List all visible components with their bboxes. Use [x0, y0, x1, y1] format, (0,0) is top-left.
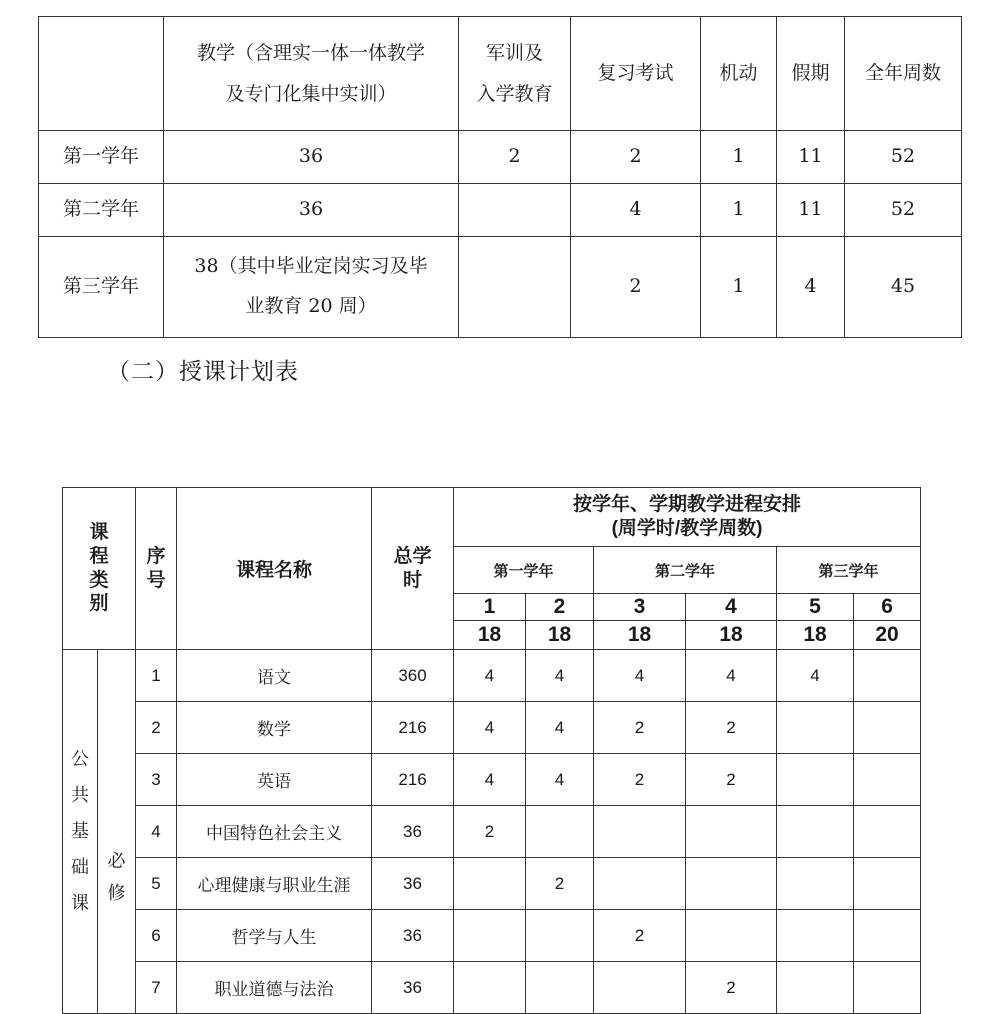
flexible-weeks: 1 — [701, 184, 777, 237]
semester-hours — [686, 910, 777, 962]
semester-hours: 4 — [454, 702, 526, 754]
section-title: （二）授课计划表 — [107, 359, 299, 385]
year-label: 第二学年 — [39, 184, 164, 237]
course-number: 7 — [136, 962, 177, 1014]
schedule-header: 按学年、学期教学进程安排 (周学时/教学周数) — [454, 488, 921, 547]
seq-header: 序 号 — [136, 488, 177, 650]
semester-hours — [854, 806, 921, 858]
table-row — [39, 237, 962, 338]
semester-hours — [777, 910, 854, 962]
total-weeks: 45 — [845, 237, 962, 338]
holiday-weeks: 11 — [777, 131, 845, 184]
total-hours-header: 总学 时 — [372, 488, 454, 650]
military-weeks — [459, 237, 571, 338]
table-row — [39, 184, 962, 237]
semester-hours — [686, 858, 777, 910]
category-header: 课 程 类 别 — [63, 488, 136, 650]
header-teaching: 教学（含理实一体一体教学 及专门化集中实训） — [164, 17, 459, 131]
course-number: 4 — [136, 806, 177, 858]
course-number: 5 — [136, 858, 177, 910]
semester-weeks: 18 — [526, 621, 594, 650]
semester-number: 5 — [777, 594, 854, 621]
semester-hours — [777, 806, 854, 858]
course-hours: 216 — [372, 754, 454, 806]
course-number: 2 — [136, 702, 177, 754]
semester-hours: 2 — [594, 910, 686, 962]
semester-hours: 2 — [526, 858, 594, 910]
year-header: 第一学年 — [454, 547, 594, 594]
semester-hours: 4 — [594, 650, 686, 702]
semester-hours — [777, 702, 854, 754]
header-total: 全年周数 — [845, 17, 962, 131]
military-weeks — [459, 184, 571, 237]
course-hours: 216 — [372, 702, 454, 754]
total-weeks: 52 — [845, 184, 962, 237]
course-number: 3 — [136, 754, 177, 806]
semester-hours — [854, 858, 921, 910]
corner-cell — [39, 17, 164, 131]
course-name: 英语 — [177, 754, 372, 806]
semester-weeks: 18 — [777, 621, 854, 650]
semester-number: 3 — [594, 594, 686, 621]
semester-number: 4 — [686, 594, 777, 621]
flexible-weeks: 1 — [701, 237, 777, 338]
year-label: 第三学年 — [39, 237, 164, 338]
course-hours: 36 — [372, 910, 454, 962]
semester-hours — [854, 910, 921, 962]
course-name: 数学 — [177, 702, 372, 754]
year-label: 第一学年 — [39, 131, 164, 184]
semester-hours — [854, 702, 921, 754]
semester-hours: 2 — [454, 806, 526, 858]
semester-hours: 2 — [686, 962, 777, 1014]
course-hours: 36 — [372, 962, 454, 1014]
semester-hours — [686, 806, 777, 858]
semester-hours — [526, 806, 594, 858]
flexible-weeks: 1 — [701, 131, 777, 184]
semester-hours: 2 — [594, 702, 686, 754]
semester-hours — [594, 962, 686, 1014]
review-weeks: 2 — [571, 131, 701, 184]
holiday-weeks: 11 — [777, 184, 845, 237]
teaching-weeks: 38（其中毕业定岗实习及毕 业教育 20 周） — [164, 237, 459, 338]
course-name: 中国特色社会主义 — [177, 806, 372, 858]
course-name: 心理健康与职业生涯 — [177, 858, 372, 910]
semester-hours — [594, 858, 686, 910]
table-row — [63, 650, 921, 702]
teaching-weeks: 36 — [164, 131, 459, 184]
semester-hours: 4 — [526, 702, 594, 754]
semester-hours — [454, 962, 526, 1014]
semester-hours: 4 — [454, 650, 526, 702]
semester-weeks: 18 — [454, 621, 526, 650]
semester-hours: 4 — [686, 650, 777, 702]
semester-weeks: 18 — [686, 621, 777, 650]
year-header: 第三学年 — [777, 547, 921, 594]
semester-hours — [854, 962, 921, 1014]
week-allocation-table — [38, 16, 962, 338]
course-plan-table — [62, 487, 921, 1014]
total-weeks: 52 — [845, 131, 962, 184]
table-row — [63, 806, 921, 858]
year-header: 第二学年 — [594, 547, 777, 594]
teaching-weeks: 36 — [164, 184, 459, 237]
military-weeks: 2 — [459, 131, 571, 184]
table-row — [63, 858, 921, 910]
review-weeks: 4 — [571, 184, 701, 237]
semester-weeks: 20 — [854, 621, 921, 650]
course-name-header: 课程名称 — [177, 488, 372, 650]
semester-hours — [777, 858, 854, 910]
semester-hours — [777, 962, 854, 1014]
table-row — [63, 702, 921, 754]
table-row — [63, 754, 921, 806]
category-public-basic: 公 共 基 础 课 — [63, 650, 98, 1014]
table-row — [63, 962, 921, 1014]
semester-hours — [454, 910, 526, 962]
course-number: 6 — [136, 910, 177, 962]
semester-hours: 4 — [526, 650, 594, 702]
category-required: 必 修 — [98, 650, 136, 1014]
semester-hours — [454, 858, 526, 910]
header-review: 复习考试 — [571, 17, 701, 131]
semester-hours: 2 — [686, 754, 777, 806]
table-header-row — [39, 17, 962, 131]
course-hours: 36 — [372, 806, 454, 858]
table-row — [39, 131, 962, 184]
course-hours: 360 — [372, 650, 454, 702]
semester-weeks: 18 — [594, 621, 686, 650]
semester-hours: 4 — [454, 754, 526, 806]
semester-number: 2 — [526, 594, 594, 621]
course-hours: 36 — [372, 858, 454, 910]
table-row — [63, 910, 921, 962]
semester-hours — [526, 910, 594, 962]
holiday-weeks: 4 — [777, 237, 845, 338]
semester-hours: 2 — [686, 702, 777, 754]
semester-hours — [854, 650, 921, 702]
semester-hours: 4 — [777, 650, 854, 702]
semester-hours — [594, 806, 686, 858]
semester-hours — [777, 754, 854, 806]
header-military: 军训及 入学教育 — [459, 17, 571, 131]
semester-hours — [854, 754, 921, 806]
semester-hours: 4 — [526, 754, 594, 806]
course-name: 哲学与人生 — [177, 910, 372, 962]
course-name: 语文 — [177, 650, 372, 702]
course-number: 1 — [136, 650, 177, 702]
semester-number: 1 — [454, 594, 526, 621]
header-flexible: 机动 — [701, 17, 777, 131]
plan-header-row — [63, 488, 921, 547]
semester-hours — [526, 962, 594, 1014]
course-name: 职业道德与法治 — [177, 962, 372, 1014]
semester-hours: 2 — [594, 754, 686, 806]
review-weeks: 2 — [571, 237, 701, 338]
semester-number: 6 — [854, 594, 921, 621]
header-holiday: 假期 — [777, 17, 845, 131]
